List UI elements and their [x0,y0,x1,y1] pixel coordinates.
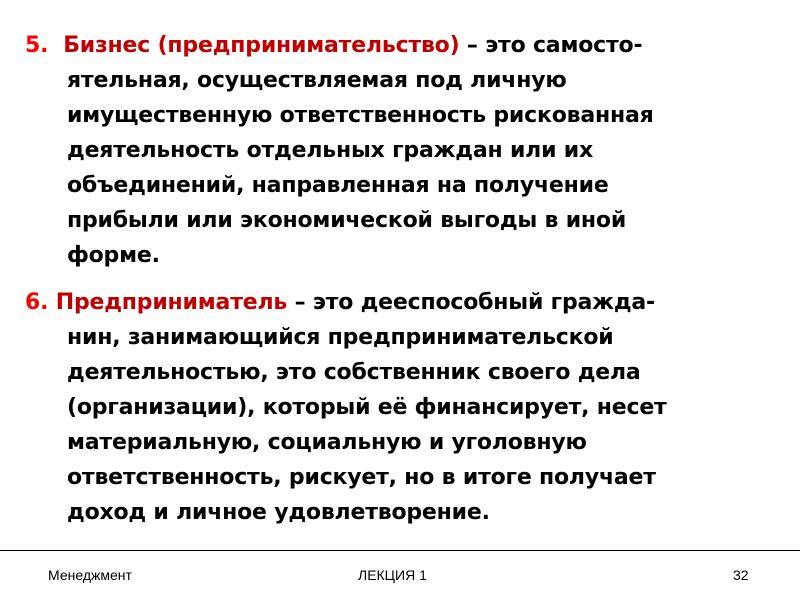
paragraph-6-line-2: нин, занимающийся предпринимательской [67,325,614,350]
paragraph-6 [25,285,667,530]
footer-divider [0,550,800,551]
paragraph-6-line-4: (организации), который её финансирует, несет [67,395,667,420]
paragraph-5-term: Бизнес (предпринимательство) [63,33,460,58]
paragraph-6-term: Предприниматель [55,290,288,315]
footer-page-number: 32 [733,567,749,583]
paragraph-5-line-7: форме. [67,243,160,268]
paragraph-6-line-1 [25,285,667,320]
paragraph-6-line-6: ответственность, рискует, но в итоге получает [67,465,656,490]
paragraph-6-number: 6. [25,290,49,315]
paragraph-5-line-5: объединений, направленная на получение [67,173,609,198]
paragraph-6-line-5: материальную, социальную и уголовную [67,430,587,455]
paragraph-5-line-3: имущественную ответственность рискованная [67,103,654,128]
footer-course-name: Менеджмент [48,567,132,583]
paragraph-5-dash: – [466,33,478,58]
paragraph-6-line-3: деятельностью, это собственник своего дела [67,360,641,385]
paragraph-6-line-7: доход и личное удовлетворение. [67,500,490,525]
footer-lecture-label: ЛЕКЦИЯ 1 [358,567,427,583]
paragraph-5-line-2: ятельная, осуществляемая под личную [67,68,567,93]
paragraph-5 [25,28,654,273]
paragraph-5-text: это самосто- [485,33,643,58]
paragraph-5-line-4: деятельность отдельных граждан или их [67,138,593,163]
paragraph-5-number: 5. [25,33,49,58]
paragraph-5-line-1 [25,28,654,63]
paragraph-6-dash: – [294,290,306,315]
paragraph-5-line-6: прибыли или экономической выгоды в иной [67,208,627,233]
paragraph-6-text: это дееспособный гражда- [312,290,655,315]
